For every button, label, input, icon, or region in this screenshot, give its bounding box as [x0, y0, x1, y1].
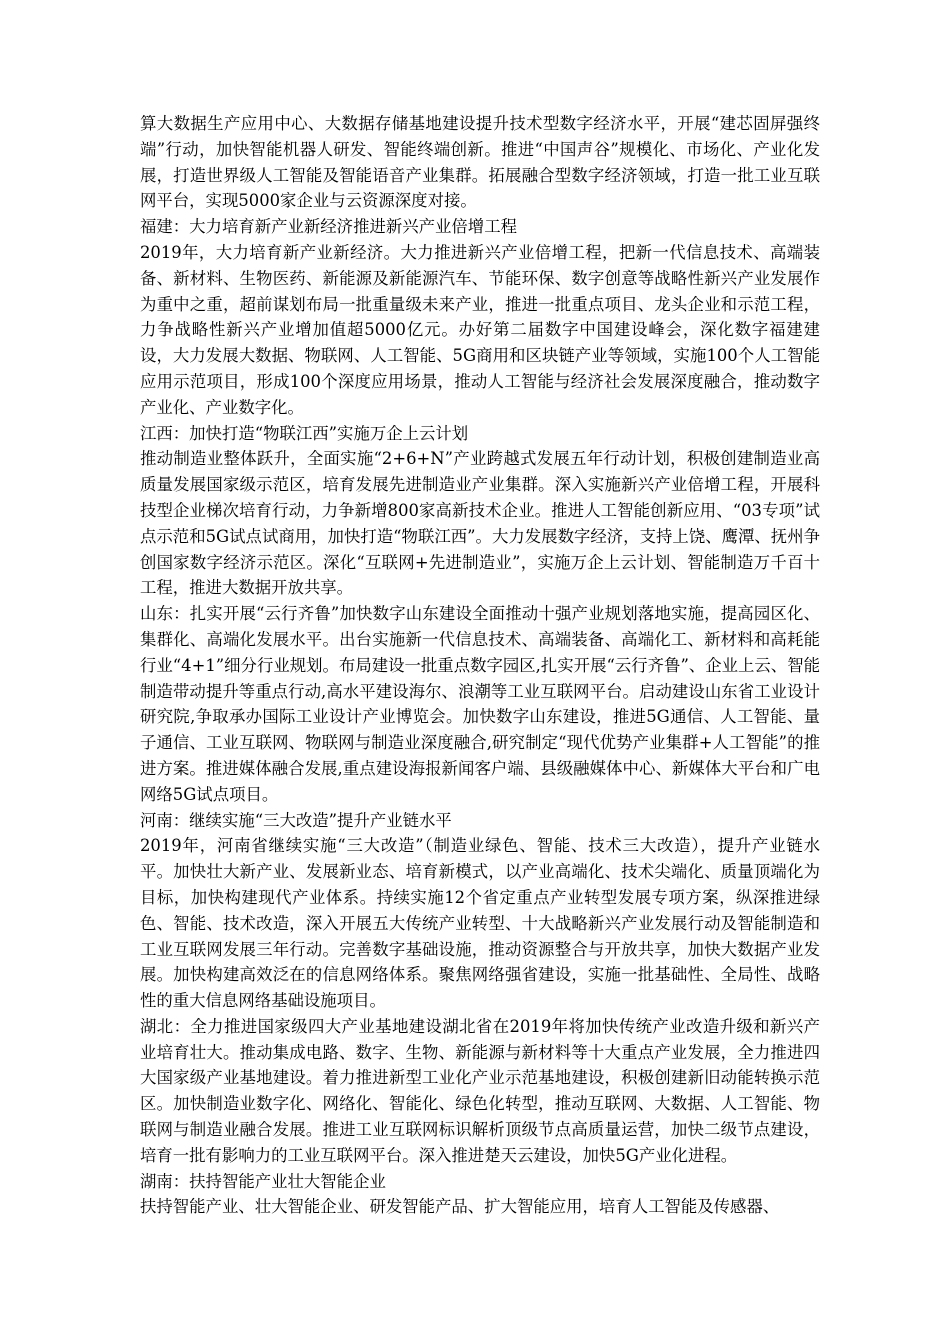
heading-jiangxi: 江西：加快打造“物联江西”实施万企上云计划 — [140, 423, 469, 443]
paragraph-henan: 2019年，河南省继续实施“三大改造”（制造业绿色、智能、技术三大改造），提升产业链水平。加快壮大新产业、发展新业态、培育新模式，以产业高端化、技术尖端化、质量顶端化为目标，加快构建现代产业体系。持续实施12个省定重点产业转型发展专项方案，纵深推进绿色、智能、技术改造，深入开展五大传统产业转型、十大战略新兴产业发展行动及智能制造和工业互联网发展三年行动。完善数字基础设施，推动资源整合与开放共享，加快大数据产业发展。加快构建高效泛在的信息网络体系。聚焦网络强省建设，实施一批基础性、全局性、战略性的重大信息网络基础设施项目。 — [140, 836, 820, 1011]
heading-hunan: 湖南：扶持智能产业壮大智能企业 — [140, 1171, 386, 1191]
paragraph-shandong: 山东：扎实开展“云行齐鲁”加快数字山东建设全面推动十强产业规划落地实施，提高园区化、集群化、高端化发展水平。出台实施新一代信息技术、高端装备、高端化工、新材料和高耗能行业“4+1”细分行业规划。布局建设一批重点数字园区,扎实开展“云行齐鲁”、企业上云、智能制造带动提升等重点行动,高水平建设海尔、浪潮等工业互联网平台。启动建设山东省工业设计研究院,争取承办国际工业设计产业博览会。加快数字山东建设，推进5G通信、人工智能、量子通信、工业互联网、物联网与制造业深度融合,研究制定“现代优势产业集群+人工智能”的推进方案。推进媒体融合发展,重点建设海报新闻客户端、县级融媒体中心、新媒体大平台和广电网络5G试点项目。 — [140, 604, 820, 804]
paragraph-hubei: 湖北：全力推进国家级四大产业基地建设湖北省在2019年将加快传统产业改造升级和新兴产业培育壮大。推动集成电路、数字、生物、新能源与新材料等十大重点产业发展，全力推进四大国家级产业基地建设。着力推进新型工业化产业示范基地建设，积极创建新旧动能转换示范区。加快制造业数字化、网络化、智能化、绿色化转型，推动互联网、大数据、人工智能、物联网与制造业融合发展。推进工业互联网标识解析顶级节点高质量运营，加快二级节点建设，培育一批有影响力的工业互联网平台。深入推进楚天云建设，加快5G产业化进程。 — [140, 1016, 820, 1165]
paragraph-jiangxi: 推动制造业整体跃升，全面实施“2+6+N”产业跨越式发展五年行动计划，积极创建制造业高质量发展国家级示范区，培育发展先进制造业产业集群。深入实施新兴产业倍增工程，开展科技型企业梯次培育行动，力争新增800家高新技术企业。推进人工智能创新应用、“03专项”试点示范和5G试点试商用，加快打造“物联江西”。大力发展数字经济，支持上饶、鹰潭、抚州争创国家数字经济示范区。深化“互联网+先进制造业”，实施万企上云计划、智能制造万千百十工程，推进大数据开放共享。 — [140, 449, 820, 598]
heading-henan: 河南：继续实施“三大改造”提升产业链水平 — [140, 810, 452, 830]
paragraph-fujian: 2019年，大力培育新产业新经济。大力推进新兴产业倍增工程，把新一代信息技术、高端装备、新材料、生物医药、新能源及新能源汽车、节能环保、数字创意等战略性新兴产业发展作为重中之重，超前谋划布局一批重量级未来产业，推进一批重点项目、龙头企业和示范工程，力争战略性新兴产业增加值超5000亿元。办好第二届数字中国建设峰会，深化数字福建建设，大力发展大数据、物联网、人工智能、5G商用和区块链产业等领域，实施100个人工智能应用示范项目，形成100个深度应用场景，推动人工智能与经济社会发展深度融合，推动数字产业化、产业数字化。 — [140, 242, 820, 417]
heading-fujian: 福建：大力培育新产业新经济推进新兴产业倍增工程 — [140, 217, 517, 237]
document-body — [140, 111, 820, 1220]
paragraph-anhui-continued: 算大数据生产应用中心、大数据存储基地建设提升技术型数字经济水平，开展“建芯固屏强终端”行动，加快智能机器人研发、智能终端创新。推进“中国声谷”规模化、市场化、产业化发展，打造世界级人工智能及智能语音产业集群。拓展融合型数字经济领域，打造一批工业互联网平台，实现5000家企业与云资源深度对接。 — [140, 114, 820, 211]
paragraph-hunan: 扶持智能产业、壮大智能企业、研发智能产品、扩大智能应用，培育人工智能及传感器、 — [140, 1197, 780, 1217]
